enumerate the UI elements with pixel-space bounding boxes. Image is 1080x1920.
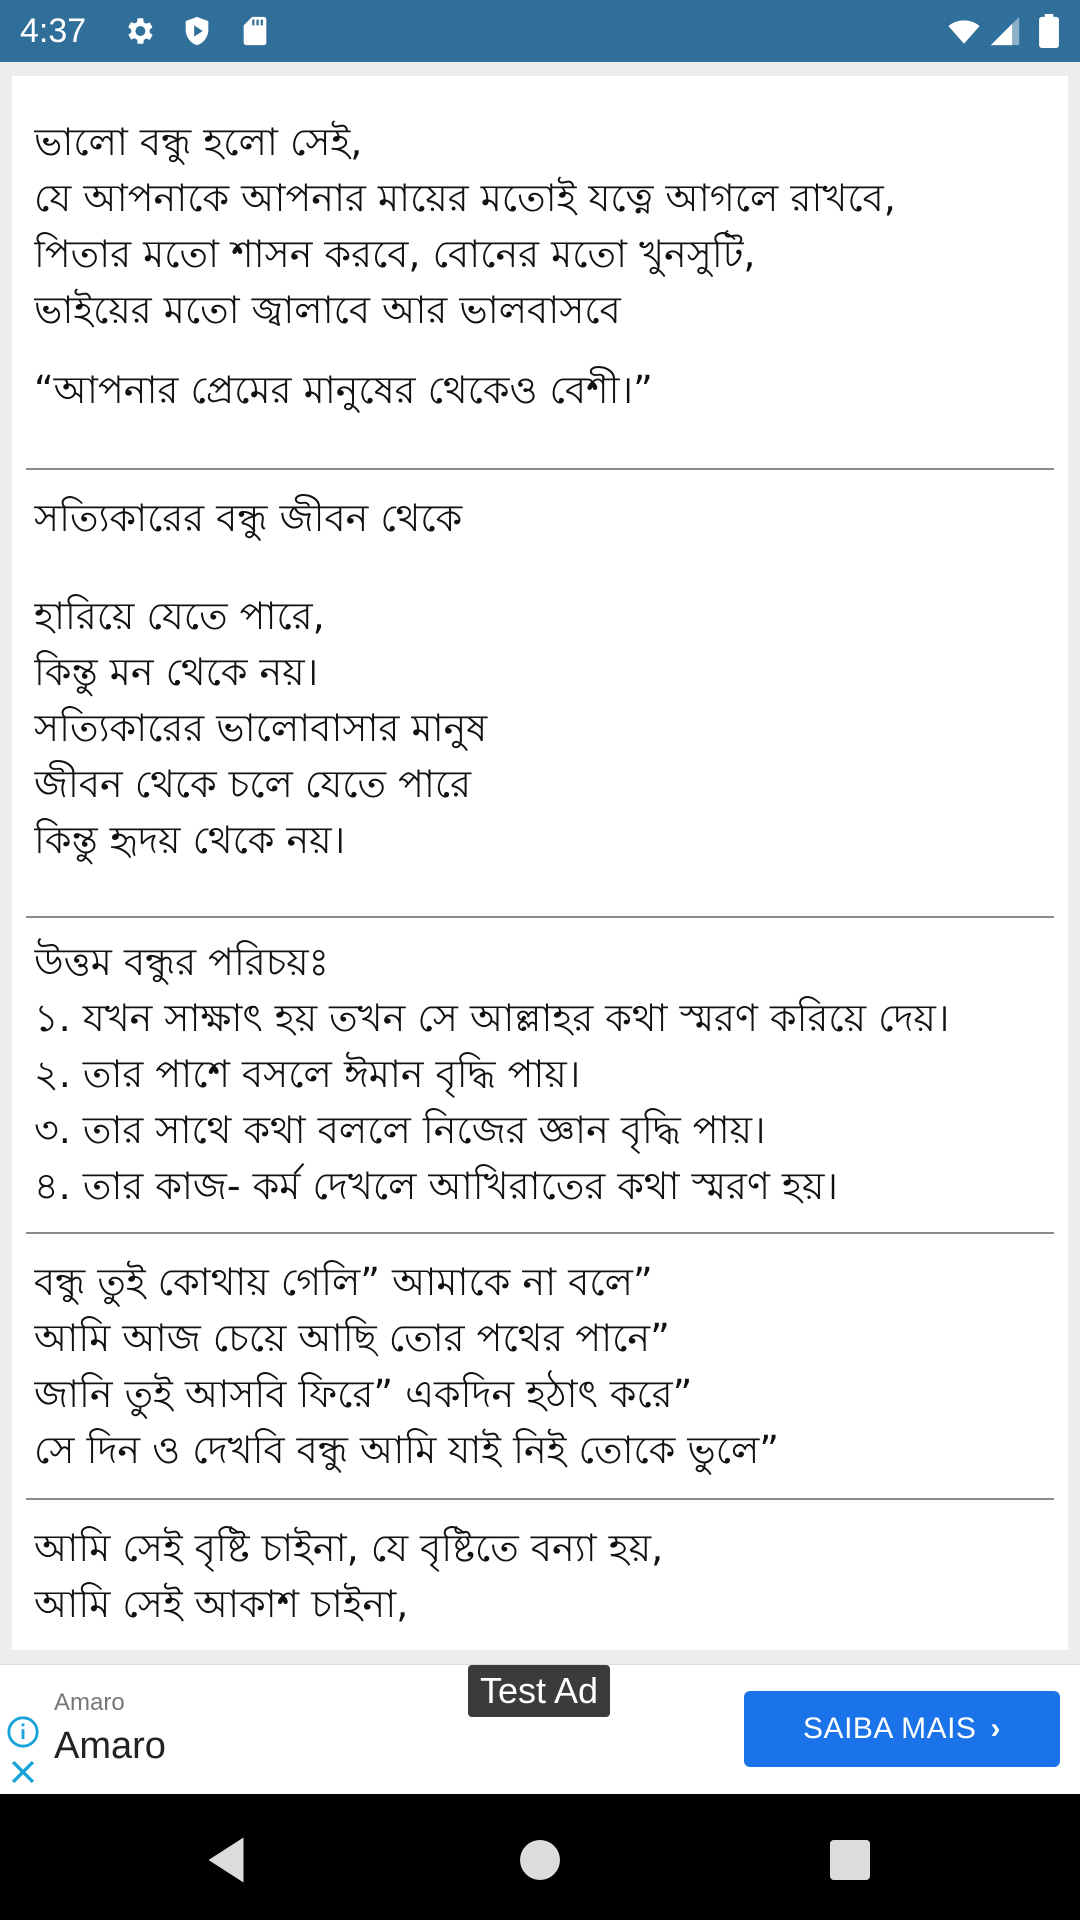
quote-line: “আপনার প্রেমের মানুষের থেকেও বেশী।” bbox=[34, 368, 653, 412]
quote-line: জানি তুই আসবি ফিরে” একদিন হঠাৎ করে” bbox=[34, 1372, 693, 1416]
ad-advertiser-name[interactable]: Amaro bbox=[54, 1725, 166, 1767]
quote-line: সত্যিকারের ভালোবাসার মানুষ bbox=[34, 706, 488, 750]
battery-icon bbox=[1036, 14, 1062, 48]
quote-line: আমি সেই আকাশ চাইনা, bbox=[34, 1582, 409, 1626]
quote-line: জীবন থেকে চলে যেতে পারে bbox=[34, 762, 472, 806]
recents-icon[interactable] bbox=[820, 1830, 880, 1890]
home-icon[interactable] bbox=[510, 1830, 570, 1890]
quote-line: ৩. তার সাথে কথা বললে নিজের জ্ঞান বৃদ্ধি পায়। bbox=[34, 1108, 766, 1152]
quote-line: ১. যখন সাক্ষাৎ হয় তখন সে আল্লাহর কথা স্মরণ করিয়ে দেয়। bbox=[34, 996, 950, 1040]
chevron-right-icon: › bbox=[990, 1712, 1001, 1745]
quote-line: আমি সেই বৃষ্টি চাইনা, যে বৃষ্টিতে বন্যা হয়, bbox=[34, 1526, 664, 1570]
ad-cta-label: SAIBA MAIS bbox=[803, 1712, 977, 1745]
navigation-bar bbox=[0, 1794, 1080, 1920]
ad-banner[interactable] bbox=[0, 1664, 1080, 1795]
cell-signal-icon bbox=[988, 14, 1022, 48]
quote-section bbox=[12, 490, 1068, 868]
ad-test-label: Test Ad bbox=[468, 1665, 610, 1717]
quote-line: বন্ধু তুই কোথায় গেলি” আমাকে না বলে” bbox=[34, 1260, 653, 1304]
back-icon[interactable] bbox=[196, 1830, 256, 1890]
wifi-icon bbox=[944, 14, 984, 48]
quote-line: যে আপনাকে আপনার মায়ের মতোই যত্নে আগলে রাখবে, bbox=[34, 176, 896, 220]
quote-line: পিতার মতো শাসন করবে, বোনের মতো খুনসুটি, bbox=[34, 232, 756, 276]
gear-icon bbox=[122, 14, 156, 48]
info-icon[interactable] bbox=[6, 1715, 40, 1749]
shield-play-icon bbox=[180, 14, 214, 48]
content-area[interactable] bbox=[12, 76, 1068, 1650]
quote-line: ২. তার পাশে বসলে ঈমান বৃদ্ধি পায়। bbox=[34, 1052, 581, 1096]
quote-line: ৪. তার কাজ- কর্ম দেখলে আখিরাতের কথা স্মরণ হয়। bbox=[34, 1164, 838, 1208]
quote-line: ভালো বন্ধু হলো সেই, bbox=[34, 120, 363, 164]
quote-line: ভাইয়ের মতো জ্বালাবে আর ভালবাসবে bbox=[34, 288, 621, 332]
status-bar bbox=[0, 0, 1080, 62]
ad-advertiser-small: Amaro bbox=[54, 1689, 125, 1716]
quote-line: কিন্তু মন থেকে নয়। bbox=[34, 650, 319, 694]
quote-line: কিন্তু হৃদয় থেকে নয়। bbox=[34, 818, 346, 862]
quote-section bbox=[12, 934, 1068, 1214]
quote-line: উত্তম বন্ধুর পরিচয়ঃ bbox=[34, 940, 329, 984]
sd-card-icon bbox=[238, 14, 272, 48]
quote-section bbox=[12, 1520, 1068, 1632]
quote-line: সে দিন ও দেখবি বন্ধু আমি যাই নিই তোকে ভুলে” bbox=[34, 1428, 779, 1472]
quote-section bbox=[12, 114, 1068, 418]
quote-section bbox=[12, 1254, 1068, 1478]
quote-line: হারিয়ে যেতে পারে, bbox=[34, 594, 325, 638]
close-icon[interactable] bbox=[6, 1755, 40, 1789]
quote-line: সত্যিকারের বন্ধু জীবন থেকে bbox=[34, 496, 463, 540]
quote-line: আমি আজ চেয়ে আছি তোর পথের পানে” bbox=[34, 1316, 670, 1360]
status-time: 4:37 bbox=[20, 12, 87, 50]
ad-cta-button[interactable] bbox=[744, 1691, 1060, 1767]
